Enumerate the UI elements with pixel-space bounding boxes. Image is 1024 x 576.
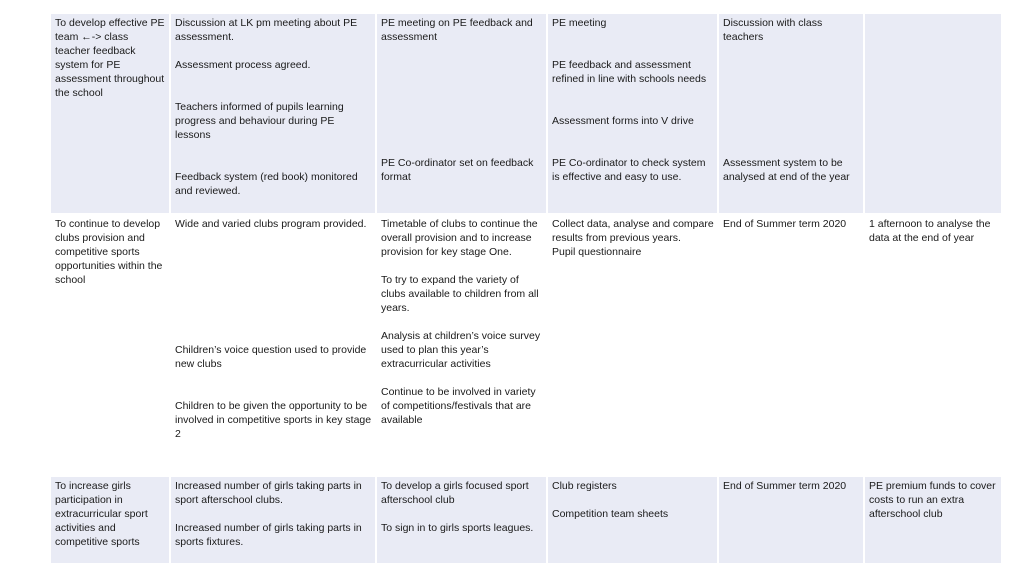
monitoring-text: Collect data, analyse and compare results from previous years. Pupil questionnaire (552, 218, 714, 258)
monitoring-text: PE meeting (552, 17, 607, 29)
implementation-text: To develop a girls focused sport afterschool club (381, 480, 529, 506)
timescale-cell (718, 13, 864, 214)
timescale-text: End of Summer term 2020 (723, 480, 847, 492)
action-text: Increased number of girls taking parts in sports fixtures. (175, 522, 362, 548)
table-row (50, 214, 1002, 476)
monitoring-cell (547, 476, 718, 564)
implementation-text: Timetable of clubs to continue the overall provision and to increase provision for key stage One. (381, 218, 538, 258)
implementation-text: To sign in to girls sports leagues. (381, 522, 534, 534)
actions-cell (170, 13, 376, 214)
action-text: Wide and varied clubs program provided. (175, 218, 367, 230)
action-text: Children to be given the opportunity to be involved in competitive sports in key stage 2 (175, 400, 372, 440)
action-text: Increased number of girls taking parts in sport afterschool clubs. (175, 480, 362, 506)
action-text: Discussion at LK pm meeting about PE assessment. (175, 17, 358, 43)
actions-cell (170, 476, 376, 564)
action-text: Feedback system (red book) monitored and reviewed. (175, 171, 358, 197)
resources-cell (864, 13, 1002, 214)
monitoring-cell (547, 214, 718, 476)
table-row (50, 476, 1002, 564)
timescale-text: Discussion with class teachers (723, 17, 823, 43)
objective-cell: To develop effective PE team ←-> class teacher feedback system for PE assessment throughout the school (50, 13, 170, 214)
timescale-text: End of Summer term 2020 (723, 218, 847, 230)
monitoring-text: Competition team sheets (552, 508, 669, 520)
timescale-text: Assessment system to be analysed at end of the year (723, 157, 850, 183)
objective-cell: To continue to develop clubs provision and competitive sports opportunities within the school (50, 214, 170, 476)
action-text: Children’s voice question used to provide new clubs (175, 344, 367, 370)
implementation-text: Continue to be involved in variety of competitions/festivals that are available (381, 386, 536, 426)
action-text: Teachers informed of pupils learning progress and behaviour during PE lessons (175, 101, 344, 141)
monitoring-cell (547, 13, 718, 214)
actions-cell (170, 214, 376, 476)
resources-cell: PE premium funds to cover costs to run an extra afterschool club (864, 476, 1002, 564)
implementation-text: PE Co-ordinator set on feedback format (381, 157, 534, 183)
monitoring-text: PE feedback and assessment refined in line with schools needs (552, 59, 707, 85)
implementation-text: PE meeting on PE feedback and assessment (381, 17, 533, 43)
implementation-cell (376, 13, 547, 214)
implementation-cell (376, 476, 547, 564)
table-row (50, 13, 1002, 214)
objective-cell: To increase girls participation in extracurricular sport activities and competitive sports (50, 476, 170, 564)
timescale-cell (718, 214, 864, 476)
action-plan-table (49, 12, 1003, 565)
implementation-text: Analysis at children’s voice survey used to plan this year’s extracurricular activities (381, 330, 541, 370)
resources-cell: 1 afternoon to analyse the data at the end of year (864, 214, 1002, 476)
implementation-text: To try to expand the variety of clubs available to children from all years. (381, 274, 539, 314)
monitoring-text: PE Co-ordinator to check system is effective and easy to use. (552, 157, 706, 183)
timescale-cell (718, 476, 864, 564)
action-text: Assessment process agreed. (175, 59, 311, 71)
monitoring-text: Assessment forms into V drive (552, 115, 694, 127)
monitoring-text: Club registers (552, 480, 617, 492)
implementation-cell (376, 214, 547, 476)
